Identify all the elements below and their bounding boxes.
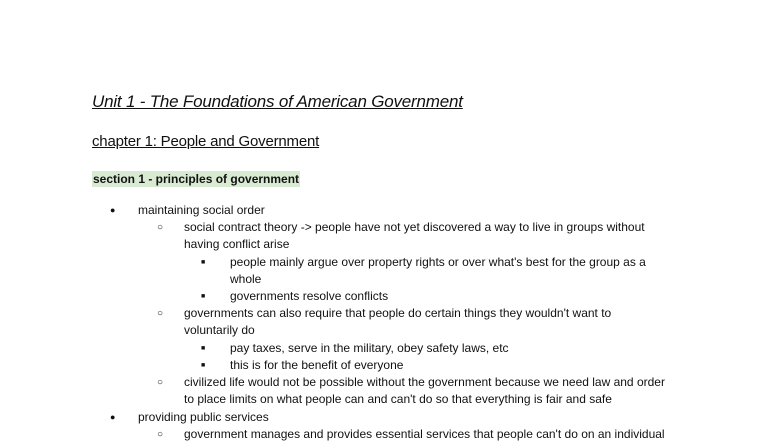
bullet-circle: ○ — [157, 222, 164, 233]
list-item-continuation: whole — [230, 272, 262, 286]
list-item: this is for the benefit of everyone — [230, 358, 404, 372]
bullet-square: ■ — [201, 345, 206, 352]
bullet-disc: ● — [110, 205, 116, 215]
bullet-circle: ○ — [157, 377, 164, 388]
chapter-title: chapter 1: People and Government — [92, 133, 320, 150]
list-item: civilized life would not be possible without the government because we need law and order — [184, 375, 665, 389]
bullet-square: ■ — [201, 293, 206, 300]
unit-title: Unit 1 - The Foundations of American Government — [92, 92, 463, 111]
list-item: maintaining social order — [138, 203, 265, 217]
list-item: social contract theory -> people have not yet discovered a way to live in groups without — [184, 220, 645, 234]
bullet-disc: ● — [110, 412, 116, 422]
list-item: governments resolve conflicts — [230, 289, 389, 303]
list-item-continuation: having conflict arise — [184, 237, 290, 251]
list-item: pay taxes, serve in the military, obey safety laws, etc — [230, 341, 509, 355]
bullet-square: ■ — [201, 259, 206, 266]
list-item-continuation: to place limits on what people can and can't do so that everything is fair and safe — [184, 392, 612, 406]
section-title-highlighted: section 1 - principles of government — [93, 172, 300, 186]
bullet-circle: ○ — [157, 429, 164, 440]
list-item: government manages and provides essential services that people can't do on an individual — [184, 427, 665, 441]
list-item-continuation: voluntarily do — [184, 323, 255, 337]
list-item: providing public services — [138, 410, 269, 424]
bullet-circle: ○ — [157, 308, 164, 319]
bullet-square: ■ — [201, 362, 206, 369]
list-item: governments can also require that people do certain things they wouldn't want to — [184, 306, 612, 320]
list-item: people mainly argue over property rights or over what's best for the group as a — [230, 255, 646, 269]
